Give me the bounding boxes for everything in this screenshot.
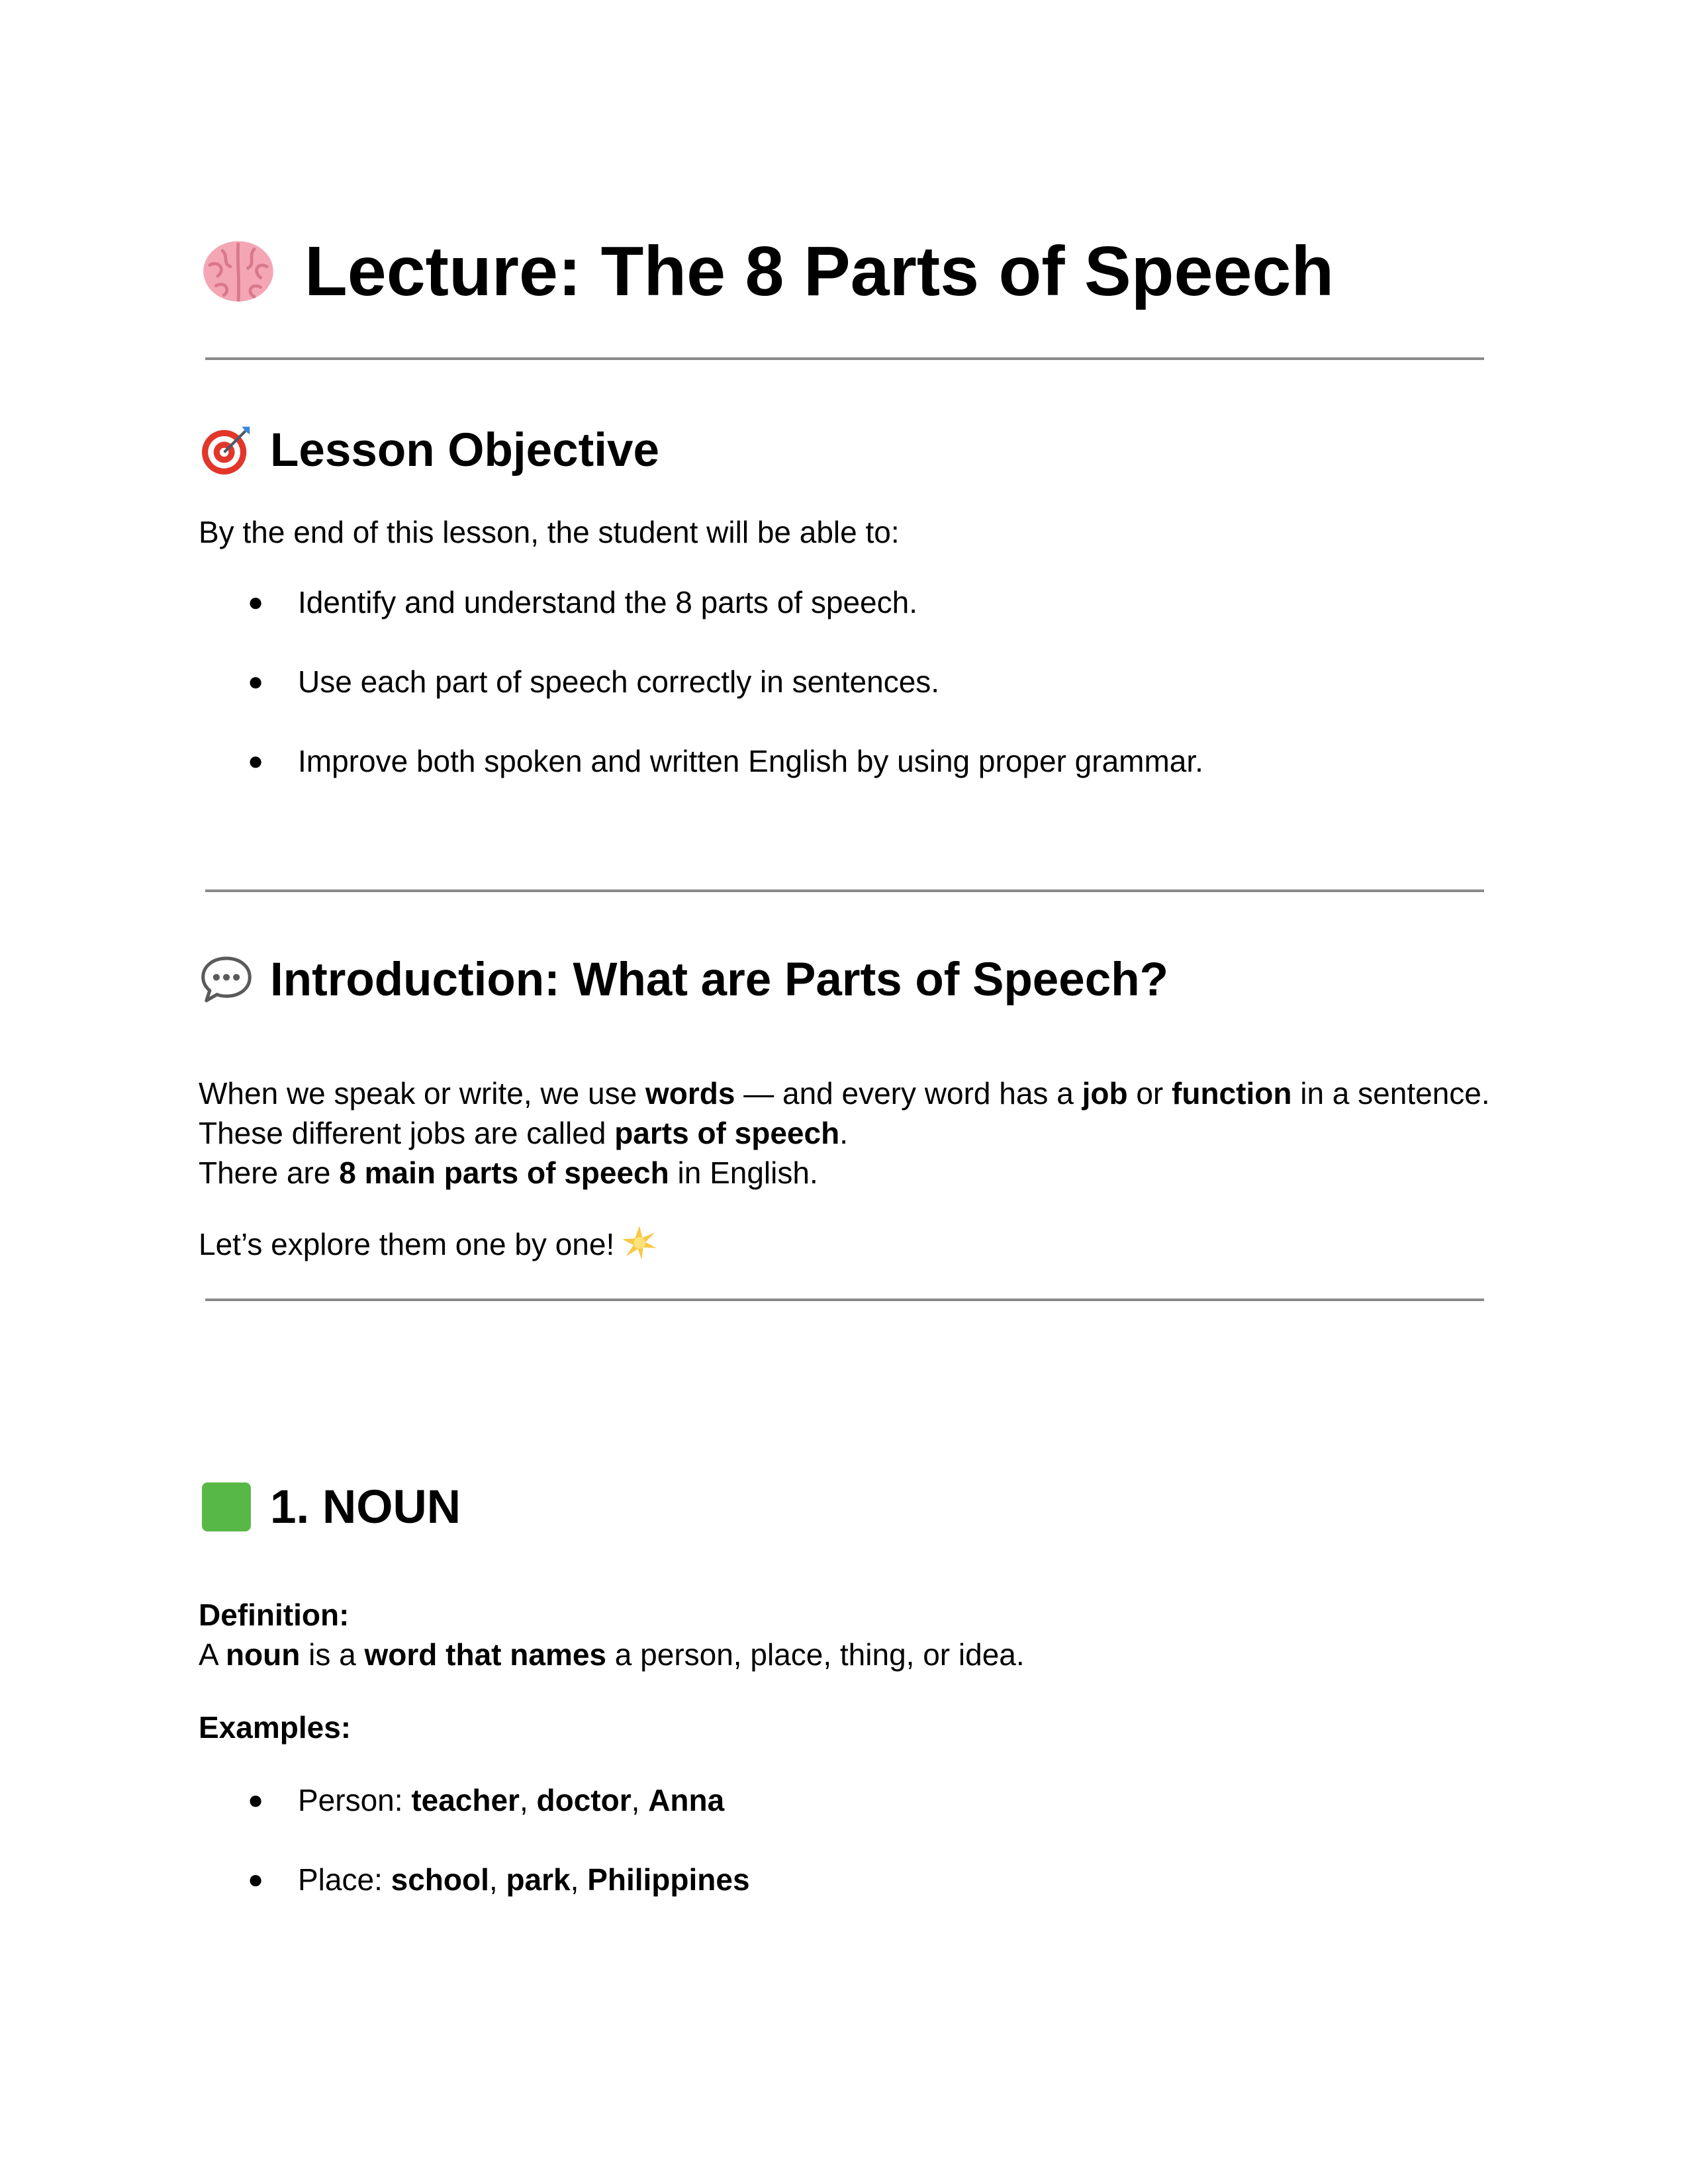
title-text: Lecture: The 8 Parts of Speech (305, 232, 1335, 310)
target-icon (199, 422, 254, 478)
divider (205, 889, 1484, 892)
objective-item: Use each part of speech correctly in sentences. (298, 664, 940, 699)
example-item: Place: school, park, Philippines (298, 1862, 750, 1897)
objective-intro: By the end of this lesson, the student will be able to: (199, 515, 900, 549)
bullet-dot: ● (248, 747, 264, 776)
objective-item: Identify and understand the 8 parts of speech. (298, 585, 917, 619)
bullet-dot: ● (248, 1865, 264, 1894)
glowing-star-icon (621, 1224, 658, 1261)
objective-heading-text: Lesson Objective (270, 424, 659, 477)
noun-heading-text: 1. NOUN (270, 1480, 461, 1533)
introduction-closing: Let’s explore them one by one! (199, 1224, 658, 1264)
definition-label: Definition: (199, 1598, 350, 1632)
divider (205, 1298, 1484, 1301)
page-title (199, 228, 1334, 314)
objective-item: Improve both spoken and written English by using proper grammar. (298, 744, 1203, 778)
brain-icon (199, 232, 278, 311)
bullet-dot: ● (248, 588, 264, 617)
bullet-dot: ● (248, 667, 264, 696)
introduction-heading (199, 950, 1168, 1009)
noun-heading (199, 1477, 461, 1537)
example-item: Person: teacher, doctor, Anna (298, 1783, 725, 1817)
green-square-icon (199, 1479, 254, 1535)
bullet-dot: ● (248, 1786, 264, 1815)
introduction-line-3: There are 8 main parts of speech in English. (199, 1156, 818, 1190)
noun-definition: A noun is a word that names a person, place, thing, or idea. (199, 1637, 1025, 1672)
examples-label: Examples: (199, 1710, 352, 1745)
speech-bubble-icon (199, 952, 254, 1007)
objective-heading (199, 420, 659, 480)
introduction-line-2: These different jobs are called parts of speech. (199, 1116, 848, 1150)
divider (205, 357, 1484, 360)
introduction-line-1: When we speak or write, we use words — and every word has a job or function in a sentence. (199, 1076, 1490, 1111)
introduction-heading-text: Introduction: What are Parts of Speech? (270, 953, 1169, 1006)
